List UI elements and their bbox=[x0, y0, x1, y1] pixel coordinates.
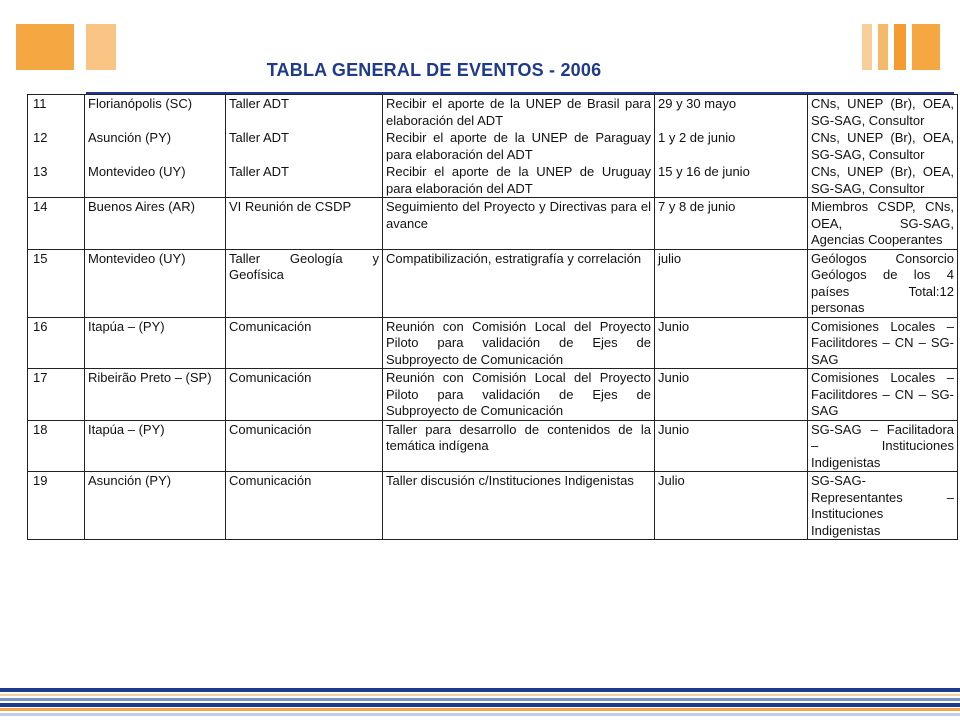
event-participants: Comisiones Locales –Facilitdores – CN – SG-SAG bbox=[808, 369, 958, 421]
event-place: Itapúa – (PY) bbox=[85, 420, 226, 472]
event-number: 12 bbox=[28, 129, 85, 163]
table-row bbox=[28, 317, 958, 369]
event-type: Comunicación bbox=[226, 317, 383, 369]
table-row bbox=[28, 420, 958, 472]
table-row bbox=[28, 249, 958, 317]
footer-stripe bbox=[0, 708, 960, 711]
event-number: 18 bbox=[28, 420, 85, 472]
event-date: Junio bbox=[655, 420, 808, 472]
event-place: Asunción (PY) bbox=[85, 472, 226, 540]
bar-decoration bbox=[912, 24, 940, 70]
event-date: 7 y 8 de junio bbox=[655, 198, 808, 250]
table-row bbox=[28, 369, 958, 421]
event-participants: SG-SAG- Representantes – Instituciones Indigenistas bbox=[808, 472, 958, 540]
footer-stripe bbox=[0, 694, 960, 696]
event-type: Comunicación bbox=[226, 420, 383, 472]
event-date: Junio bbox=[655, 317, 808, 369]
event-date: 29 y 30 mayo bbox=[655, 95, 808, 130]
footer-stripe bbox=[0, 688, 960, 692]
event-description: Reunión con Comisión Local del Proyecto Piloto para validación de Ejes de Subproyecto de Comunicación bbox=[383, 369, 655, 421]
event-place: Asunción (PY) bbox=[85, 129, 226, 163]
event-number: 16 bbox=[28, 317, 85, 369]
event-date: 15 y 16 de junio bbox=[655, 163, 808, 198]
table-row bbox=[28, 129, 958, 163]
event-place: Ribeirão Preto – (SP) bbox=[85, 369, 226, 421]
footer-stripe bbox=[0, 698, 960, 701]
event-description: Taller para desarrollo de contenidos de la temática indígena bbox=[383, 420, 655, 472]
table-row bbox=[28, 163, 958, 198]
event-type: Taller ADT bbox=[226, 129, 383, 163]
footer-stripe bbox=[0, 713, 960, 716]
event-description: Reunión con Comisión Local del Proyecto Piloto para validación de Ejes de Subproyecto de Comunicación bbox=[383, 317, 655, 369]
event-description: Recibir el aporte de la UNEP de Paraguay para elaboración del ADT bbox=[383, 129, 655, 163]
event-description: Taller discusión c/Instituciones Indigenistas bbox=[383, 472, 655, 540]
event-participants: CNs, UNEP (Br), OEA, SG-SAG, Consultor bbox=[808, 163, 958, 198]
event-date: julio bbox=[655, 249, 808, 317]
page-title: TABLA GENERAL DE EVENTOS - 2006 bbox=[266, 60, 602, 80]
event-date: 1 y 2 de junio bbox=[655, 129, 808, 163]
event-place: Buenos Aires (AR) bbox=[85, 198, 226, 250]
event-place: Florianópolis (SC) bbox=[85, 95, 226, 130]
event-place: Itapúa – (PY) bbox=[85, 317, 226, 369]
event-description: Seguimiento del Proyecto y Directivas para el avance bbox=[383, 198, 655, 250]
event-number: 15 bbox=[28, 249, 85, 317]
bar-decoration bbox=[894, 24, 906, 70]
event-participants: CNs, UNEP (Br), OEA, SG-SAG, Consultor bbox=[808, 95, 958, 130]
events-table bbox=[27, 94, 958, 540]
event-description: Recibir el aporte de la UNEP de Brasil para elaboración del ADT bbox=[383, 95, 655, 130]
table-row bbox=[28, 95, 958, 130]
event-place: Montevideo (UY) bbox=[85, 163, 226, 198]
event-type: VI Reunión de CSDP bbox=[226, 198, 383, 250]
event-type: Taller Geología y Geofísica bbox=[226, 249, 383, 317]
event-participants: Comisiones Locales –Facilitdores – CN – SG-SAG bbox=[808, 317, 958, 369]
event-date: Junio bbox=[655, 369, 808, 421]
event-number: 11 bbox=[28, 95, 85, 130]
bar-decoration bbox=[878, 24, 888, 70]
event-participants: SG-SAG – Facilitadora – Instituciones Indigenistas bbox=[808, 420, 958, 472]
event-number: 13 bbox=[28, 163, 85, 198]
event-participants: CNs, UNEP (Br), OEA, SG-SAG, Consultor bbox=[808, 129, 958, 163]
event-description: Compatibilización, estratigrafía y correlación bbox=[383, 249, 655, 317]
event-type: Comunicación bbox=[226, 472, 383, 540]
event-description: Recibir el aporte de la UNEP de Uruguay para elaboración del ADT bbox=[383, 163, 655, 198]
event-date: Julio bbox=[655, 472, 808, 540]
event-type: Comunicación bbox=[226, 369, 383, 421]
event-participants: Miembros CSDP, CNs, OEA, SG-SAG, Agencias Cooperantes bbox=[808, 198, 958, 250]
event-type: Taller ADT bbox=[226, 95, 383, 130]
table-row bbox=[28, 198, 958, 250]
event-number: 14 bbox=[28, 198, 85, 250]
event-type: Taller ADT bbox=[226, 163, 383, 198]
footer-stripe bbox=[0, 703, 960, 707]
table-row bbox=[28, 472, 958, 540]
event-place: Montevideo (UY) bbox=[85, 249, 226, 317]
event-number: 19 bbox=[28, 472, 85, 540]
event-participants: Geólogos Consorcio Geólogos de los 4 países Total:12 personas bbox=[808, 249, 958, 317]
event-number: 17 bbox=[28, 369, 85, 421]
